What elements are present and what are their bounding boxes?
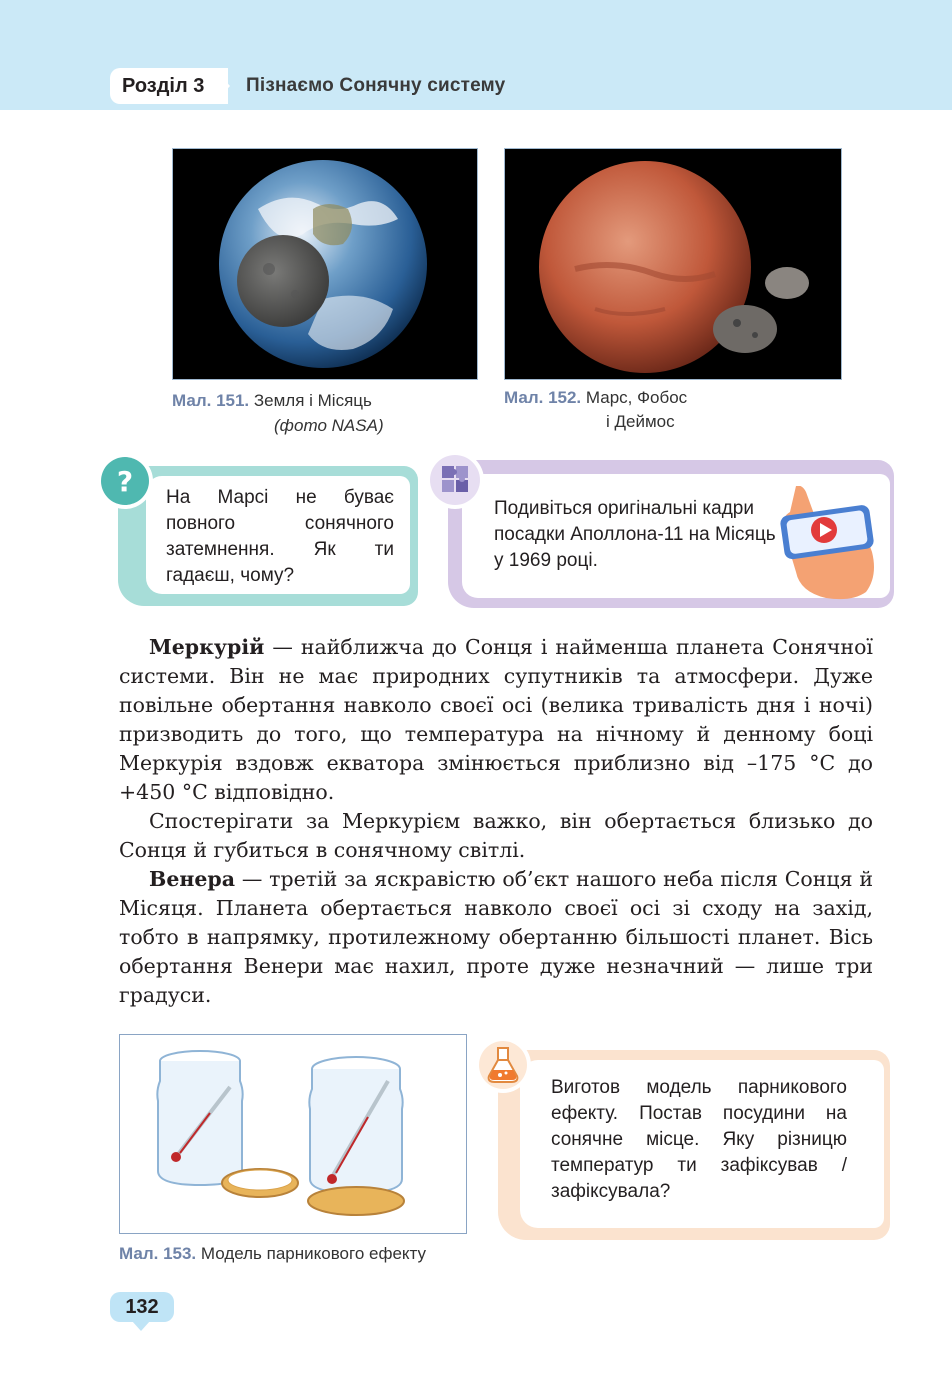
mercury-term: Меркурій [149,635,265,659]
earth-moon-illustration [173,149,477,379]
venus-term: Венера [149,867,236,891]
figure-152-number: Мал. 152. [504,388,582,407]
venus-text: — третій за яскравістю об’єкт нашого неба після Сонця й Місяця. Планета обертається навколо своєї осі зі сходу на захід, тобто в напрямку, протилежному обертанню більшості планет. Вісь обертання Венери має нахил, проте дуже незначний — лише три градуси. [119,867,873,1007]
section-label: Розділ 3 [110,68,228,104]
question-icon [96,452,154,510]
mars-phobos-deimos-photo [504,148,842,380]
svg-text:?: ? [116,465,134,498]
mercury-text: — найближча до Сонця і найменша планета Сонячної системи. Він не має природних супутників та атмосфери. Дуже повільне обертання навколо своєї осі (велика тривалість дня і ночі) призводить до того, що температура на нічному й денному боці Меркурія вздовж екватора змінюється приблизно від –175 °С до +450 °С відповідно. [119,635,873,804]
question-text: На Марсі не буває повного сонячного затемнення. Як ти гадаєш, чому? [166,487,394,586]
figure-152-text-line2: і Деймос [606,412,675,431]
figure-152-text: Марс, Фобос [585,388,688,407]
figure-151-text: Земля і Місяць [253,391,372,410]
flask-icon [474,1036,532,1094]
experiment-text: Виготов модель парникового ефекту. Постав посудини на сонячне місце. Яку різницю температур ти зафіксував / зафіксувала? [551,1077,847,1202]
figure-152-caption [504,386,687,410]
figure-153-number: Мал. 153. [119,1244,197,1263]
section-label-arrow [214,68,230,104]
phone-video-icon [778,486,882,600]
video-text: Подивіться оригінальні кадри посадки Аполлона-11 на Місяць у 1969 році. [494,498,776,571]
earth-moon-photo [172,148,478,380]
greenhouse-model-illustration [119,1034,467,1234]
figure-151-note: (фото NASA) [274,416,384,435]
mercury-observation-paragraph: Спостерігати за Меркурієм важко, він обертається близько до Сонця й губиться в сонячному світлі. [119,809,873,862]
section-title: Пізнаємо Сонячну систему [246,75,506,96]
figure-151-caption [172,389,372,413]
page-number: 132 [110,1292,174,1322]
jars-thermometers-illustration [120,1035,466,1233]
puzzle-icon [425,450,485,510]
figure-153-caption [119,1242,426,1266]
mars-illustration [505,149,841,379]
figure-153-text: Модель парникового ефекту [200,1244,427,1263]
page-number-tail [132,1321,150,1331]
mercury-paragraph [119,633,873,807]
figure-151-number: Мал. 151. [172,391,250,410]
venus-paragraph [119,865,873,1010]
